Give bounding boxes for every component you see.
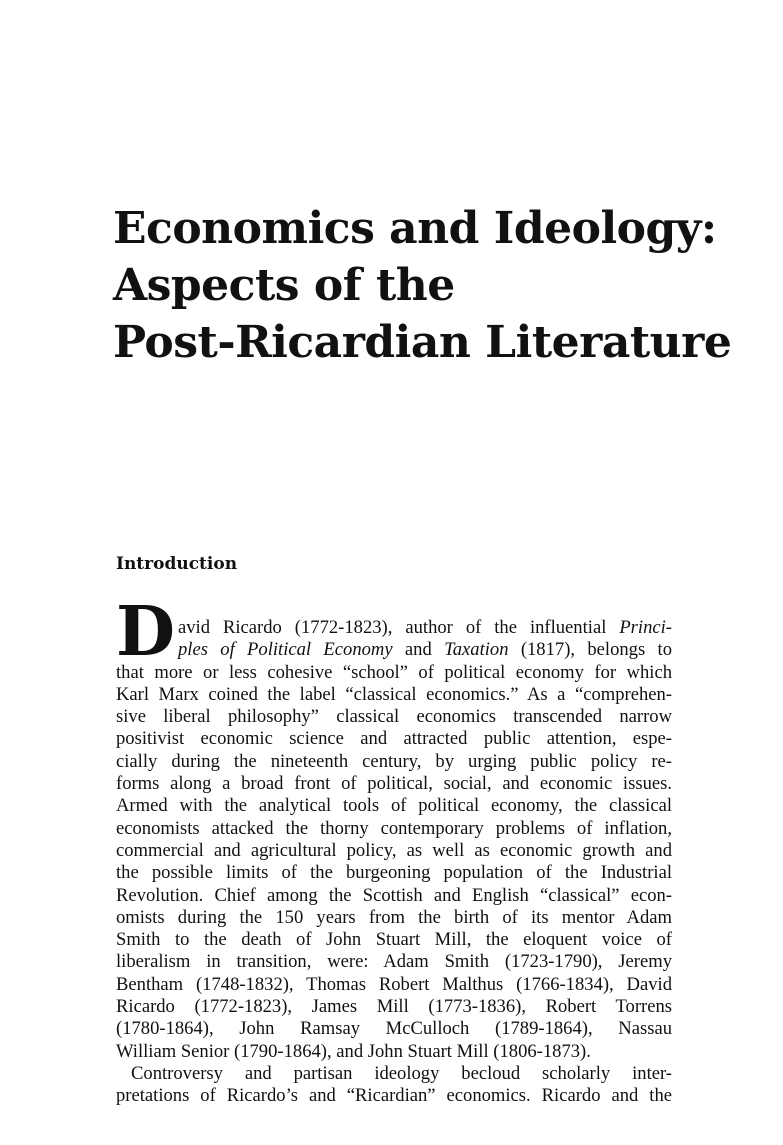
- body-line-text: and: [392, 639, 445, 661]
- body-line: Smith to the death of John Stuart Mill, the eloquent voice of: [116, 929, 672, 951]
- body-line: pretations of Ricardo’s and “Ricardian” economics. Ricardo and the: [116, 1085, 672, 1107]
- body-line: positivist economic science and attracted public attention, espe-: [116, 728, 672, 750]
- body-line: [116, 617, 672, 639]
- body-line: Revolution. Chief among the Scottish and English “classical” econ-: [116, 884, 672, 906]
- body-line: Karl Marx coined the label “classical economics.” As a “comprehen-: [116, 683, 672, 705]
- body-line: (1780-1864), John Ramsay McCulloch (1789-1864), Nassau: [116, 1018, 672, 1040]
- chapter-title: [113, 200, 731, 371]
- body-line-italic: Princi-: [619, 617, 672, 638]
- body-text: [116, 617, 672, 1108]
- body-line: commercial and agricultural policy, as well as economic growth and: [116, 839, 672, 861]
- body-line: sive liberal philosophy” classical economics transcended narrow: [116, 706, 672, 728]
- body-line: omists during the 150 years from the birth of its mentor Adam: [116, 906, 672, 928]
- section-heading: Introduction: [116, 554, 238, 574]
- body-line-text: (1817), belongs to: [508, 639, 672, 661]
- chapter-title-line: Aspects of the: [113, 260, 455, 311]
- body-line-text: avid Ricardo (1772-1823), author of the influential: [178, 617, 620, 638]
- body-line: that more or less cohesive “school” of political economy for which: [116, 661, 672, 683]
- chapter-title-line: Post-Ricardian Literature: [113, 317, 732, 368]
- body-line: Bentham (1748-1832), Thomas Robert Malthus (1766-1834), David: [116, 973, 672, 995]
- body-line-italic: Taxation: [444, 639, 509, 661]
- body-line: William Senior (1790-1864), and John Stuart Mill (1806-1873).: [116, 1040, 591, 1062]
- body-line: Controversy and partisan ideology becloud scholarly inter-: [131, 1062, 672, 1084]
- body-line: the possible limits of the burgeoning population of the Industrial: [116, 862, 672, 884]
- chapter-title-line: Economics and Ideology:: [113, 203, 717, 254]
- body-line: forms along a broad front of political, social, and economic issues.: [116, 773, 672, 795]
- body-line: Armed with the analytical tools of political economy, the classical: [116, 795, 672, 817]
- body-line: Ricardo (1772-1823), James Mill (1773-1836), Robert Torrens: [116, 996, 672, 1018]
- body-line: cially during the nineteenth century, by urging public policy re-: [116, 750, 672, 772]
- body-line-italic: ples of Political Economy: [178, 639, 393, 661]
- body-line: economists attacked the thorny contemporary problems of inflation,: [116, 817, 672, 839]
- body-line: [116, 639, 672, 661]
- drop-cap: D: [116, 592, 175, 672]
- body-line: liberalism in transition, were: Adam Smith (1723-1790), Jeremy: [116, 951, 672, 973]
